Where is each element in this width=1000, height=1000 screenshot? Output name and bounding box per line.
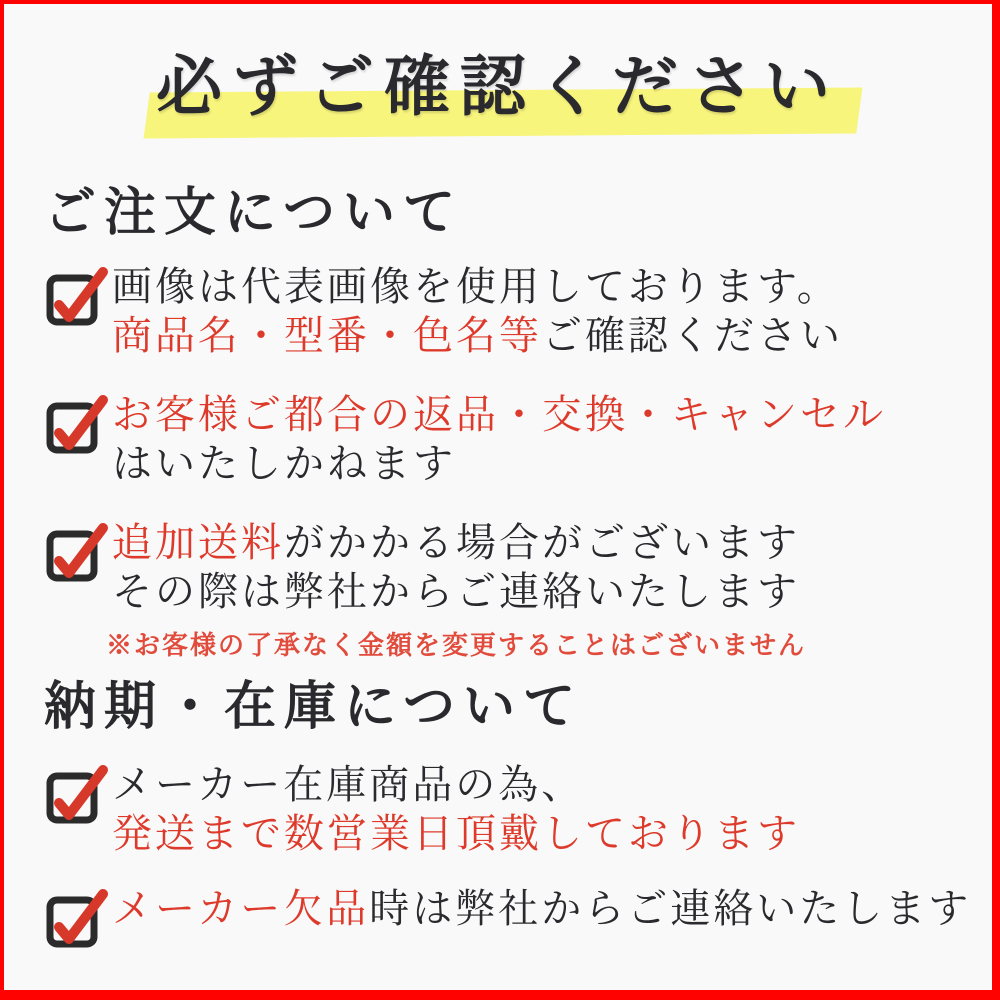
notice-line — [112, 262, 843, 311]
notice-item — [46, 760, 800, 858]
notice-text: 時は弊社からご連絡いたします — [369, 886, 972, 931]
notice-text: ご確認ください — [542, 313, 843, 358]
notice-text: メーカー在庫商品の為、 — [112, 762, 585, 807]
notice-text: 画像は代表画像を使用しております。 — [112, 264, 840, 309]
notice-line — [112, 760, 800, 809]
page-title: 必ずご確認ください — [156, 51, 840, 124]
checked-checkbox-icon — [46, 767, 104, 825]
notice-text-block — [112, 262, 843, 360]
notice-text-block — [112, 760, 800, 858]
notice-line — [112, 884, 971, 933]
section-heading-stock: 納期・在庫について — [44, 679, 583, 736]
notice-text-emphasis: メーカー欠品 — [112, 886, 370, 931]
notice-line — [112, 809, 800, 858]
notice-text: その際は弊社からご連絡いたします — [112, 569, 800, 614]
notice-text-emphasis: 商品名・型番・色名等 — [112, 313, 542, 358]
notice-item — [46, 262, 843, 360]
section-heading-order: ご注文について — [44, 185, 463, 242]
notice-line — [112, 390, 886, 439]
notice-item — [46, 390, 886, 488]
notice-text-emphasis: お客様ご都合の返品・交換・キャンセル — [112, 392, 886, 437]
notice-text-block — [112, 390, 886, 488]
checked-checkbox-icon — [46, 269, 104, 327]
notice-line — [112, 518, 806, 567]
checked-checkbox-icon — [46, 525, 104, 583]
notice-text-emphasis: 発送まで数営業日頂戴しております — [112, 811, 800, 856]
notice-line — [112, 567, 806, 616]
notice-text-block — [106, 518, 807, 662]
notice-text: がかかる場合がございます — [284, 520, 800, 565]
notice-item — [46, 884, 971, 949]
notice-text: はいたしかねます — [112, 441, 456, 486]
checked-checkbox-icon — [46, 891, 104, 949]
notice-text-emphasis: 追加送料 — [112, 520, 284, 565]
notice-line — [112, 311, 843, 360]
notice-line — [112, 439, 886, 488]
notice-text-block — [112, 884, 971, 933]
notice-item — [46, 518, 806, 662]
checked-checkbox-icon — [46, 397, 104, 455]
notice-footnote: ※お客様の了承なく金額を変更することはございません — [106, 631, 807, 660]
